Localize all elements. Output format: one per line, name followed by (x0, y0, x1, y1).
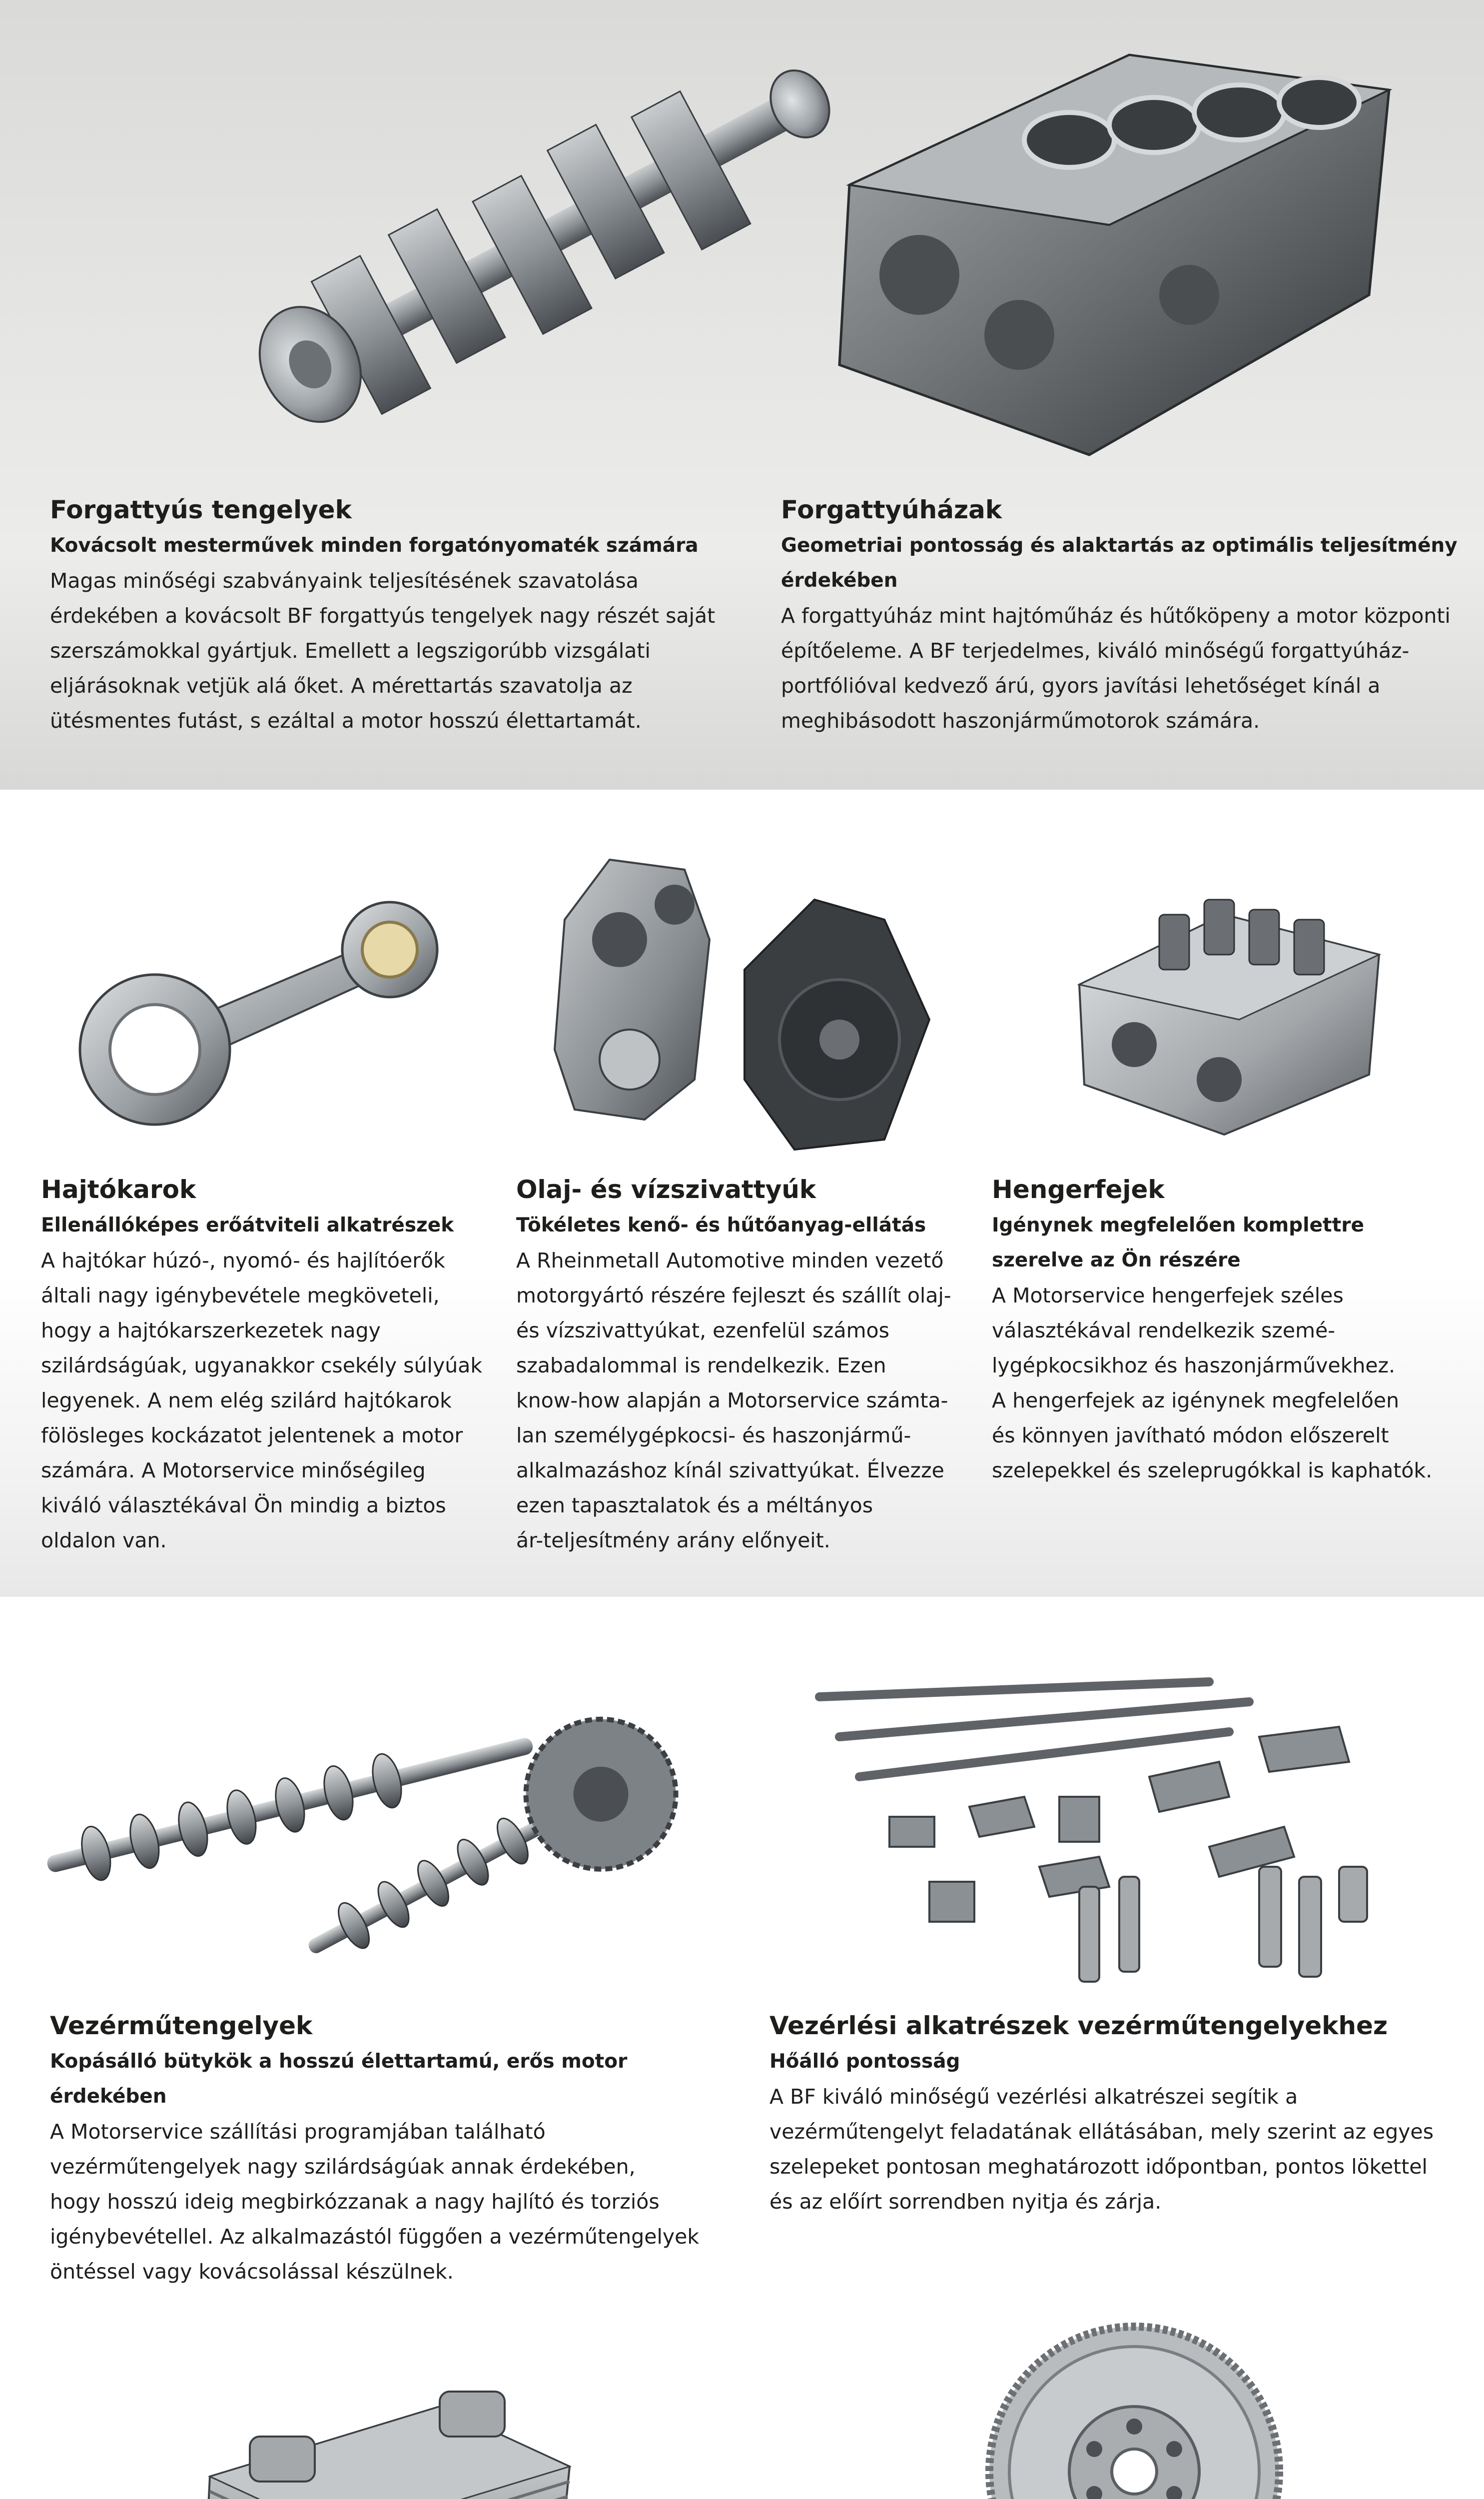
crankshaft-title: Forgattyús tengelyek (50, 495, 352, 524)
pump-image (535, 840, 944, 1160)
camshaft-line: hogy hosszú ideig megbirkózzanak a nagy hajlító és torziós (50, 2190, 660, 2214)
camshaft-image (20, 1607, 680, 1987)
cylinder-head-line: szelepekkel és szeleprugókkal is kaphatók. (992, 1458, 1433, 1482)
connecting-rod-line: fölösleges kockázatot jelentenek a motor (41, 1423, 463, 1447)
crankshaft-subtitle: Kovácsolt mesterművek minden forgatónyomaték számára (50, 534, 699, 557)
pump-line: alkalmazáshoz kínál szivattyúkat. Élvezze (516, 1458, 944, 1482)
pump-line: ezen tapasztalatok és a méltányos (516, 1493, 873, 1517)
engine-block-text-block (781, 491, 1481, 738)
engine-block-subtitle: Geometriai pontosság és alaktartás az optimális teljesítmény (781, 534, 1458, 557)
section-camshafts-coolers-flywheels (0, 1597, 1484, 2499)
engine-block-line: A forgattyúház mint hajtóműház és hűtőköpeny a motor központi (781, 604, 1451, 628)
engine-block-line: portfólióval kedvező árú, gyors javítási lehetőséget kínál a (781, 674, 1381, 698)
valve-train-title: Vezérlési alkatrészek vezérműtengelyekhez (769, 2011, 1388, 2040)
valve-train-line: és az előírt sorrendben nyitja és zárja. (769, 2190, 1162, 2214)
connecting-rod-title: Hajtókarok (41, 1175, 196, 1204)
flywheel-image (979, 2317, 1289, 2499)
crankshaft-line: érdekében a kovácsolt BF forgattyús tengelyek nagy részét saját (50, 604, 716, 628)
pump-line: szabadalommal is rendelkezik. Ezen (516, 1353, 886, 1377)
section-rods-pumps-heads (0, 790, 1484, 1597)
cylinder-head-title: Hengerfejek (992, 1175, 1165, 1204)
cylinder-head-image (1059, 855, 1399, 1145)
cylinder-head-line: választékával rendelkezik szemé- (992, 1318, 1336, 1342)
camshaft-line: vezérműtengelyek nagy szilárdságúak annak érdekében, (50, 2155, 636, 2179)
connecting-rod-line: legyenek. A nem elég szilárd hajtókarok (41, 1388, 452, 1412)
oil-cooler-image (190, 2377, 580, 2499)
crankshaft-image (220, 40, 879, 430)
engine-block-subtitle: érdekében (781, 569, 898, 592)
valve-train-line: vezérműtengelyt feladatának ellátásában, mely szerint az egyes (769, 2120, 1434, 2144)
camshaft-subtitle: érdekében (50, 2085, 167, 2108)
pump-line: know-how alapján a Motorservice számta- (516, 1388, 948, 1412)
engine-block-line: meghibásodott haszonjárműmotorok számára. (781, 709, 1260, 733)
valve-train-line: A BF kiváló minőségű vezérlési alkatrészei segítik a (769, 2085, 1298, 2109)
valve-train-text-block (769, 2007, 1479, 2219)
connecting-rod-line: kiváló választékával Ön mindig a biztos (41, 1493, 446, 1517)
pump-line: motorgyártó részére fejleszt és szállít olaj- (516, 1283, 951, 1307)
engine-block-title: Forgattyúházak (781, 495, 1002, 524)
cylinder-head-line: lygépkocsikhoz és haszonjárművekhez. (992, 1353, 1396, 1377)
connecting-rod-text-block (41, 1171, 491, 1558)
cylinder-head-line: A hengerfejek az igénynek megfelelően (992, 1388, 1400, 1412)
crankshaft-line: ütésmentes futást, s ezáltal a motor hosszú élettartamát. (50, 709, 642, 733)
crankshaft-line: szerszámokkal gyártjuk. Emellett a legszigorúbb vizsgálati (50, 639, 651, 663)
pump-title: Olaj- és vízszivattyúk (516, 1175, 816, 1204)
pump-line: lan személygépkocsi- és haszonjármű- (516, 1423, 911, 1447)
valve-train-subtitle: Hőálló pontosság (769, 2050, 960, 2073)
crankshaft-text-block (50, 491, 740, 738)
connecting-rod-line: számára. A Motorservice minőségileg (41, 1458, 426, 1482)
connecting-rod-line: A hajtókar húzó-, nyomó- és hajlítóerők (41, 1249, 445, 1272)
pump-line: és vízszivattyúkat, ezenfelül számos (516, 1318, 889, 1342)
crankshaft-line: eljárásoknak vetjük alá őket. A mérettartás szavatolja az (50, 674, 633, 698)
camshaft-line: A Motorservice szállítási programjában található (50, 2120, 546, 2144)
connecting-rod-line: oldalon van. (41, 1528, 167, 1552)
camshaft-subtitle: Kopásálló bütykök a hosszú élettartamú, erős motor (50, 2050, 628, 2073)
pump-line: A Rheinmetall Automotive minden vezető (516, 1249, 944, 1272)
connecting-rod-line: szilárdságúak, ugyanakkor csekély súlyúak (41, 1353, 483, 1377)
section-crankshaft-engine-block (0, 0, 1484, 790)
cylinder-head-text-block (992, 1171, 1472, 1488)
engine-block-line: építőeleme. A BF terjedelmes, kiváló minőségű forgattyúház- (781, 639, 1410, 663)
valve-train-parts-image (799, 1667, 1409, 2017)
camshaft-line: öntéssel vagy kovácsolással készülnek. (50, 2260, 454, 2284)
crankshaft-line: Magas minőségi szabványaink teljesítésének szavatolása (50, 569, 639, 593)
cylinder-head-subtitle: szerelve az Ön részére (992, 1249, 1241, 1271)
pump-text-block (516, 1171, 981, 1558)
cylinder-head-line: A Motorservice hengerfejek széles (992, 1283, 1344, 1307)
connecting-rod-subtitle: Ellenállóképes erőátviteli alkatrészek (41, 1214, 454, 1237)
valve-train-line: szelepeket pontosan meghatározott időpontban, pontos lökettel (769, 2155, 1428, 2179)
camshaft-line: igénybevétellel. Az alkalmazástól függően a vezérműtengelyek (50, 2225, 700, 2249)
connecting-rod-image (70, 870, 450, 1130)
connecting-rod-line: hogy a hajtókarszerkezetek nagy (41, 1318, 381, 1342)
cylinder-head-line: és könnyen javítható módon előszerelt (992, 1423, 1389, 1447)
camshaft-title: Vezérműtengelyek (50, 2011, 313, 2040)
engine-block-image (809, 15, 1399, 475)
pump-subtitle: Tökéletes kenő- és hűtőanyag-ellátás (516, 1214, 926, 1237)
connecting-rod-line: általi nagy igénybevétele megköveteli, (41, 1283, 440, 1307)
pump-line: ár-teljesítmény arány előnyeit. (516, 1528, 830, 1552)
camshaft-text-block (50, 2007, 749, 2289)
cylinder-head-subtitle: Igénynek megfelelően komplettre (992, 1214, 1365, 1237)
